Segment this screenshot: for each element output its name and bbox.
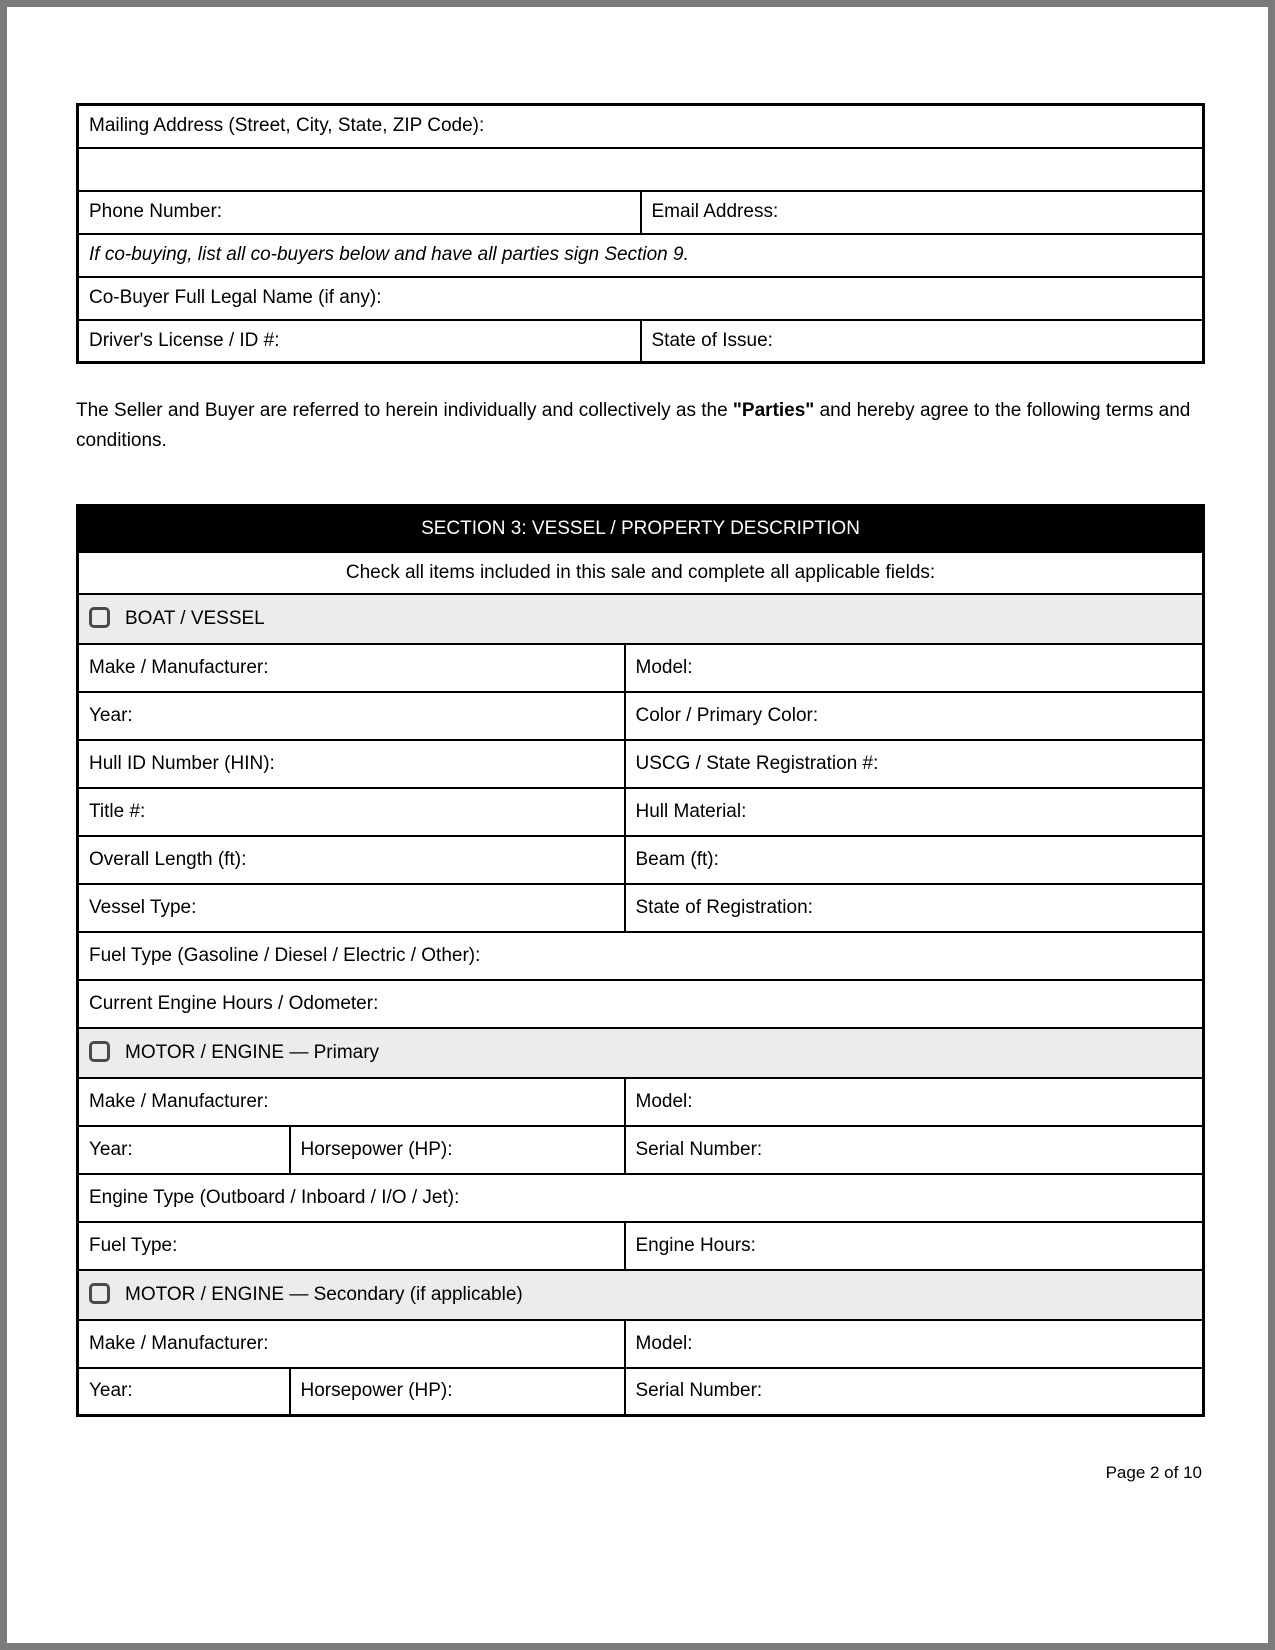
motor-secondary-hp-field[interactable]: [290, 1368, 625, 1416]
motor-secondary-serial-label: Serial Number:: [635, 1380, 763, 1402]
boat-length-field[interactable]: [78, 836, 625, 884]
intro-text-after: and hereby agree to the following terms and conditions.: [76, 400, 1191, 451]
table-row: [78, 1078, 1204, 1126]
motor-secondary-year-field[interactable]: [78, 1368, 290, 1416]
motor-secondary-hp-label: Horsepower (HP):: [300, 1380, 453, 1402]
table-row: [78, 788, 1204, 836]
state-of-issue-label: State of Issue:: [651, 329, 773, 351]
table-row: [78, 594, 1204, 644]
table-row: [78, 1174, 1204, 1222]
boat-uscg-registration-label: USCG / State Registration #:: [635, 752, 879, 774]
cobuyer-note: [78, 234, 1204, 277]
buyer-info-table: [76, 103, 1205, 364]
motor-primary-model-label: Model:: [635, 1090, 693, 1112]
email-address-label: Email Address:: [651, 201, 779, 222]
motor-secondary-heading: MOTOR / ENGINE — Secondary (if applicable): [125, 1284, 523, 1305]
cobuyer-name-field[interactable]: [78, 277, 1204, 320]
table-row: [78, 932, 1204, 980]
table-row: [78, 692, 1204, 740]
page-number: Page 2 of 10: [1105, 1463, 1202, 1482]
drivers-license-field[interactable]: [78, 320, 641, 363]
mailing-address-label: Mailing Address (Street, City, State, ZIP Code):: [89, 115, 485, 137]
table-row: [78, 884, 1204, 932]
motor-secondary-year-label: Year:: [89, 1380, 133, 1402]
boat-make-field[interactable]: [78, 644, 625, 692]
boat-hin-label: Hull ID Number (HIN):: [89, 752, 275, 774]
motor-secondary-model-field[interactable]: [625, 1320, 1204, 1368]
motor-primary-model-field[interactable]: [625, 1078, 1204, 1126]
motor-secondary-serial-field[interactable]: [625, 1368, 1204, 1416]
boat-vessel-heading-row: [78, 594, 1204, 644]
section3-title: SECTION 3: VESSEL / PROPERTY DESCRIPTION: [421, 517, 860, 539]
boat-length-label: Overall Length (ft):: [89, 848, 247, 870]
boat-color-field[interactable]: [625, 692, 1204, 740]
motor-secondary-heading-row: [78, 1270, 1204, 1320]
motor-primary-year-label: Year:: [89, 1138, 133, 1160]
state-of-issue-field[interactable]: [641, 320, 1204, 363]
cobuyer-note-text: If co-buying, list all co-buyers below and have all parties sign Section 9.: [89, 244, 689, 265]
motor-secondary-make-field[interactable]: [78, 1320, 625, 1368]
motor-secondary-model-label: Model:: [635, 1332, 693, 1354]
table-row: [78, 234, 1204, 277]
table-row: [78, 836, 1204, 884]
boat-beam-label: Beam (ft):: [635, 848, 719, 870]
boat-uscg-registration-field[interactable]: [625, 740, 1204, 788]
boat-vessel-type-label: Vessel Type:: [89, 896, 197, 918]
table-row: [78, 506, 1204, 552]
motor-primary-engine-type-field[interactable]: [78, 1174, 1204, 1222]
table-row: [78, 105, 1204, 148]
boat-fuel-type-label: Fuel Type (Gasoline / Diesel / Electric / Other):: [89, 944, 481, 966]
table-row: [78, 320, 1204, 363]
mailing-address-field[interactable]: [78, 105, 1204, 148]
motor-primary-hours-label: Engine Hours:: [635, 1234, 756, 1256]
table-row: [78, 644, 1204, 692]
table-row: [78, 277, 1204, 320]
motor-primary-year-field[interactable]: [78, 1126, 290, 1174]
intro-text-before: The Seller and Buyer are referred to herein individually and collectively as the: [76, 400, 733, 421]
table-row: [78, 191, 1204, 234]
table-row: [78, 1270, 1204, 1320]
email-address-field[interactable]: [641, 191, 1204, 234]
motor-primary-engine-type-label: Engine Type (Outboard / Inboard / I/O / Jet):: [89, 1186, 460, 1208]
section3-instruction: [78, 552, 1204, 594]
table-row: [78, 1126, 1204, 1174]
section3-header: [78, 506, 1204, 552]
cobuyer-name-label: Co-Buyer Full Legal Name (if any):: [89, 287, 382, 308]
boat-vessel-heading: BOAT / VESSEL: [125, 608, 265, 629]
boat-vessel-checkbox[interactable]: [89, 607, 110, 628]
boat-year-field[interactable]: [78, 692, 625, 740]
boat-color-label: Color / Primary Color:: [635, 704, 819, 726]
motor-primary-heading: MOTOR / ENGINE — Primary: [125, 1042, 380, 1063]
table-row: [78, 1028, 1204, 1078]
boat-hin-field[interactable]: [78, 740, 625, 788]
motor-primary-fuel-label: Fuel Type:: [89, 1234, 178, 1256]
intro-paragraph: [76, 396, 1202, 456]
boat-year-label: Year:: [89, 704, 133, 726]
boat-model-field[interactable]: [625, 644, 1204, 692]
boat-fuel-type-field[interactable]: [78, 932, 1204, 980]
motor-secondary-make-label: Make / Manufacturer:: [89, 1332, 269, 1354]
motor-primary-serial-field[interactable]: [625, 1126, 1204, 1174]
section3-instruction-text: Check all items included in this sale and complete all applicable fields:: [345, 561, 936, 583]
boat-beam-field[interactable]: [625, 836, 1204, 884]
motor-primary-hours-field[interactable]: [625, 1222, 1204, 1270]
table-row: [78, 552, 1204, 594]
motor-primary-fuel-field[interactable]: [78, 1222, 625, 1270]
table-row: [78, 1368, 1204, 1416]
boat-current-hours-field[interactable]: [78, 980, 1204, 1028]
boat-hull-material-field[interactable]: [625, 788, 1204, 836]
boat-vessel-type-field[interactable]: [78, 884, 625, 932]
motor-primary-make-label: Make / Manufacturer:: [89, 1090, 269, 1112]
boat-model-label: Model:: [635, 656, 693, 678]
boat-title-number-label: Title #:: [89, 800, 146, 822]
boat-hull-material-label: Hull Material:: [635, 800, 747, 822]
table-row: [78, 740, 1204, 788]
motor-primary-hp-label: Horsepower (HP):: [300, 1138, 453, 1160]
table-row: [78, 1222, 1204, 1270]
boat-make-label: Make / Manufacturer:: [89, 656, 269, 678]
table-row: [78, 980, 1204, 1028]
phone-number-label: Phone Number:: [89, 201, 223, 222]
motor-primary-checkbox[interactable]: [89, 1041, 110, 1062]
table-row: [78, 148, 1204, 191]
drivers-license-label: Driver's License / ID #:: [89, 329, 280, 351]
mailing-address-value-field[interactable]: [78, 148, 1204, 191]
boat-state-registration-field[interactable]: [625, 884, 1204, 932]
parties-emphasis: "Parties": [732, 400, 815, 421]
motor-primary-make-field[interactable]: [78, 1078, 625, 1126]
boat-current-hours-label: Current Engine Hours / Odometer:: [89, 992, 379, 1014]
motor-primary-serial-label: Serial Number:: [635, 1138, 763, 1160]
boat-state-registration-label: State of Registration:: [635, 896, 813, 918]
boat-title-number-field[interactable]: [78, 788, 625, 836]
table-row: [78, 1320, 1204, 1368]
section3-table: [76, 504, 1205, 1417]
page-footer: [76, 1463, 1202, 1483]
motor-primary-hp-field[interactable]: [290, 1126, 625, 1174]
motor-secondary-checkbox[interactable]: [89, 1283, 110, 1304]
phone-number-field[interactable]: [78, 191, 641, 234]
motor-primary-heading-row: [78, 1028, 1204, 1078]
